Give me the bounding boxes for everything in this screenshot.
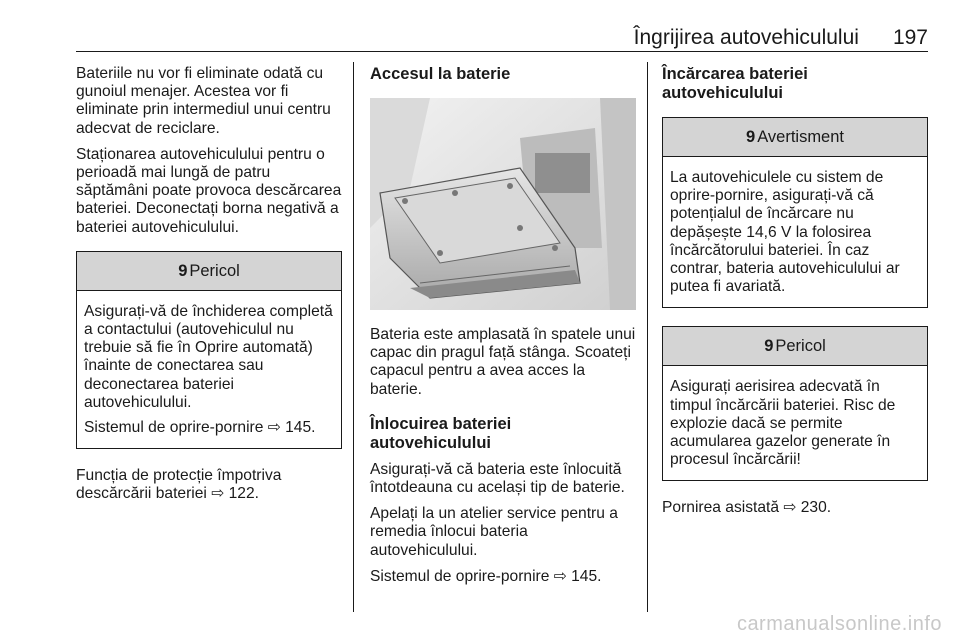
danger-box-body (663, 366, 927, 480)
column-divider-right (647, 62, 648, 612)
jump-start-link[interactable]: Pornirea asistată ⇨ 230. (662, 499, 832, 517)
warning-box-header (663, 118, 927, 157)
warning-triangle-icon: 9 (746, 127, 756, 146)
warning-triangle-icon: 9 (178, 261, 188, 280)
column-middle (370, 65, 636, 594)
danger-box-header (77, 252, 341, 291)
danger-box-text: Asigurați-vă de închiderea completă a contactului (autovehiculul nu trebuie să fie în Oprire automată) înainte de conectarea sau deconectarea bateriei autovehiculului. (84, 302, 333, 411)
column-right (662, 65, 928, 526)
discharge-protection-link[interactable]: Funcția de protecție împotriva descărcării bateriei ⇨ 122. (76, 467, 282, 503)
warning-box (662, 117, 928, 308)
battery-replacement-heading: Înlocuirea bateriei autovehiculului (370, 414, 512, 452)
battery-access-heading: Accesul la baterie (370, 65, 511, 83)
warning-box-title: Avertisment (757, 127, 844, 146)
battery-charging-heading: Încărcarea bateriei autovehiculului (662, 65, 808, 102)
danger-box-title: Pericol (189, 261, 240, 280)
danger-box-body (77, 291, 341, 448)
service-workshop-text: Apelați la un atelier service pentru a remedia înlocui bateria autovehiculului. (370, 505, 618, 559)
warning-box-text: La autovehiculele cu sistem de oprire-pornire, asigurați-vă că potențialul de încărcare nu depășește 14,6 V la folosirea încărcătorului bateriei. În caz contrar, bateria autovehiculului ar putea fi avariată. (670, 169, 900, 296)
danger-box (76, 251, 342, 449)
danger-box-text: Asigurați aerisirea adecvată în timpul încărcării bateriei. Risc de explozie dacă se permite acumularea gazelor generate în procesul încărcării! (670, 378, 896, 469)
danger-box (662, 326, 928, 481)
danger-box-title: Pericol (775, 337, 826, 356)
page-reference-link[interactable]: Sistemul de oprire-pornire ⇨ 145. (84, 419, 316, 437)
same-type-text: Asigurați-vă că bateria este înlocuită întotdeauna cu același tip de baterie. (370, 460, 625, 497)
warning-box-body (663, 157, 927, 307)
column-left (76, 65, 342, 512)
page-number: 197 (892, 26, 928, 49)
danger-box-header (663, 327, 927, 366)
header-rule (76, 51, 928, 52)
battery-location-text: Bateria este amplasată în spatele unui capac din pragul față stânga. Scoateți capacul pentru a avea acces la baterie. (370, 326, 636, 398)
battery-disposal-text: Bateriile nu vor fi eliminate odată cu gunoiul menajer. Acestea vor fi eliminate prin intermediul unui centru adecvat de reciclare. (76, 65, 331, 137)
watermark: carmanualsonline.info (736, 613, 942, 635)
column-divider-left (353, 62, 354, 612)
stop-start-link[interactable]: Sistemul de oprire-pornire ⇨ 145. (370, 567, 602, 585)
warning-triangle-icon: 9 (764, 337, 774, 356)
page-title: Îngrijirea autovehiculului (633, 26, 859, 49)
battery-sill-illustration (370, 98, 636, 310)
page-header (76, 26, 928, 52)
parking-discharge-text: Staționarea autovehiculului pentru o perioadă mai lungă de patru săptămâni poate provoca descărcarea bateriei. Deconectați borna negativă a bateriei autovehiculului. (76, 145, 342, 236)
